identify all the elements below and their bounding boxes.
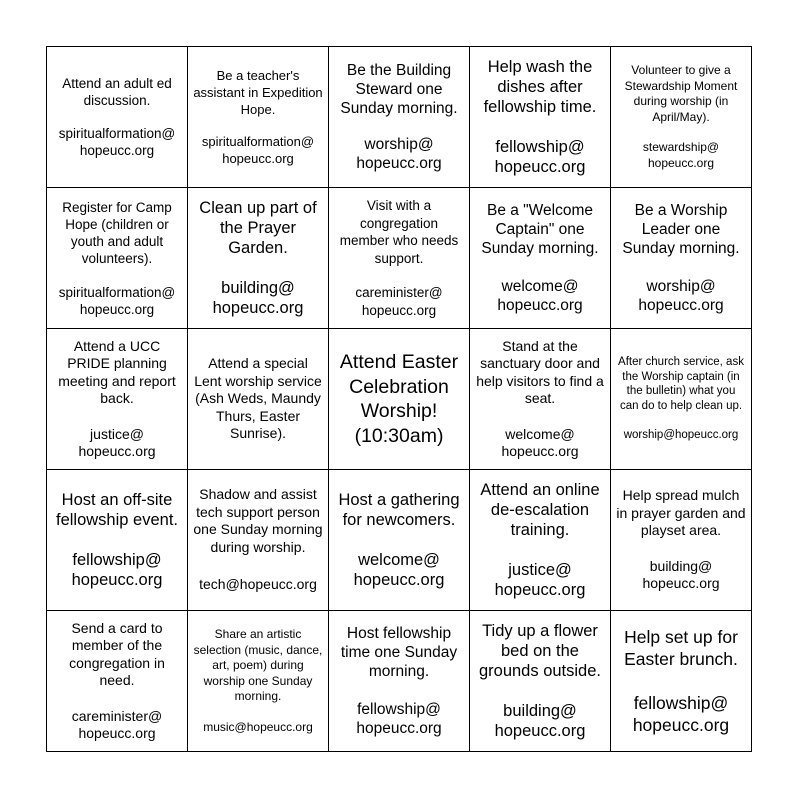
- square-task: Attend Easter Celebration Worship! (10:30am): [339, 351, 459, 447]
- square-contact: music@hopeucc.org: [203, 719, 313, 734]
- square-contact: fellowship@ hopeucc.org: [356, 701, 442, 737]
- bingo-square[interactable]: [329, 188, 470, 329]
- square-task: Help wash the dishes after fellowship time.: [483, 58, 597, 116]
- bingo-square[interactable]: [611, 329, 752, 470]
- square-contact: building@ hopeucc.org: [642, 557, 720, 592]
- square-contact: worship@ hopeucc.org: [356, 136, 442, 172]
- square-contact: welcome@ hopeucc.org: [501, 425, 579, 459]
- bingo-square[interactable]: [188, 470, 329, 611]
- square-task: Host fellowship time one Sunday morning.: [340, 625, 458, 680]
- bingo-square[interactable]: [47, 611, 188, 752]
- square-task: Be a teacher's assistant in Expedition Hope.: [193, 68, 323, 118]
- square-task: After church service, ask the Worship captain (in the bulletin) what you can do to help clean up.: [618, 356, 744, 412]
- square-task: Attend an online de-escalation training.: [480, 481, 600, 539]
- bingo-square[interactable]: [188, 611, 329, 752]
- square-task: Host a gathering for newcomers.: [338, 491, 460, 529]
- square-contact: building@ hopeucc.org: [494, 702, 586, 740]
- square-contact: justice@ hopeucc.org: [78, 425, 156, 459]
- square-task: Attend a UCC PRIDE planning meeting and report back.: [58, 337, 176, 406]
- square-task: Clean up part of the Prayer Garden.: [199, 199, 317, 257]
- square-task: Be a Worship Leader one Sunday morning.: [622, 202, 740, 257]
- square-task: Attend an adult ed discussion.: [62, 76, 172, 109]
- square-task: Stand at the sanctuary door and help visitors to find a seat.: [476, 337, 604, 406]
- bingo-square[interactable]: [470, 47, 611, 188]
- bingo-square[interactable]: [188, 188, 329, 329]
- square-task: Host an off-site fellowship event.: [56, 491, 178, 529]
- square-contact: welcome@ hopeucc.org: [497, 278, 583, 314]
- square-contact: fellowship@ hopeucc.org: [71, 551, 163, 589]
- bingo-square[interactable]: [470, 329, 611, 470]
- square-task: Attend a special Lent worship service (Ash Weds, Maundy Thurs, Easter Sunrise).: [194, 355, 322, 442]
- square-task: Shadow and assist tech support person one Sunday morning during worship.: [193, 486, 323, 555]
- square-contact: fellowship@ hopeucc.org: [632, 693, 730, 735]
- square-contact: justice@ hopeucc.org: [494, 561, 586, 599]
- bingo-square[interactable]: [329, 47, 470, 188]
- square-contact: fellowship@ hopeucc.org: [494, 138, 586, 176]
- bingo-square[interactable]: [47, 470, 188, 611]
- bingo-square[interactable]: [47, 47, 188, 188]
- bingo-square[interactable]: [470, 470, 611, 611]
- bingo-square[interactable]: [329, 611, 470, 752]
- bingo-square[interactable]: [47, 329, 188, 470]
- square-contact: worship@ hopeucc.org: [638, 278, 724, 314]
- square-contact: tech@hopeucc.org: [199, 576, 317, 593]
- square-task: Help set up for Easter brunch.: [624, 627, 738, 669]
- square-task: Tidy up a flower bed on the grounds outside.: [478, 622, 601, 680]
- square-task: Be a "Welcome Captain" one Sunday morning.: [481, 202, 599, 257]
- bingo-square[interactable]: [611, 611, 752, 752]
- bingo-square[interactable]: [611, 188, 752, 329]
- bingo-square[interactable]: [329, 470, 470, 611]
- square-task: Send a card to member of the congregation in need.: [69, 619, 165, 688]
- square-task: Register for Camp Hope (children or youth and adult volunteers).: [62, 199, 172, 266]
- square-contact: spiritualformation@ hopeucc.org: [58, 125, 176, 158]
- square-task: Be the Building Steward one Sunday morning.: [340, 62, 458, 117]
- square-contact: spiritualformation@ hopeucc.org: [58, 284, 176, 317]
- square-task: Visit with a congregation member who needs support.: [339, 198, 459, 266]
- bingo-square[interactable]: [611, 47, 752, 188]
- square-task: Share an artistic selection (music, dance, art, poem) during worship one Sunday morning.: [193, 627, 323, 703]
- bingo-square[interactable]: [470, 611, 611, 752]
- bingo-square[interactable]: [188, 47, 329, 188]
- square-contact: building@ hopeucc.org: [212, 279, 304, 317]
- square-contact: welcome@ hopeucc.org: [353, 551, 445, 589]
- bingo-square[interactable]: [47, 188, 188, 329]
- square-contact: careminister@ hopeucc.org: [355, 285, 443, 318]
- square-contact: spiritualformation@ hopeucc.org: [201, 133, 315, 166]
- bingo-square[interactable]: [611, 470, 752, 611]
- free-square[interactable]: [329, 329, 470, 470]
- bingo-square[interactable]: [470, 188, 611, 329]
- square-contact: worship@hopeucc.org: [623, 429, 739, 442]
- bingo-square[interactable]: [188, 329, 329, 470]
- square-contact: stewardship@ hopeucc.org: [642, 140, 720, 170]
- square-contact: careminister@ hopeucc.org: [71, 707, 163, 741]
- square-task: Help spread mulch in prayer garden and playset area.: [616, 487, 746, 539]
- square-task: Volunteer to give a Stewardship Moment during worship (in April/May).: [624, 63, 738, 124]
- bingo-card: [46, 46, 752, 752]
